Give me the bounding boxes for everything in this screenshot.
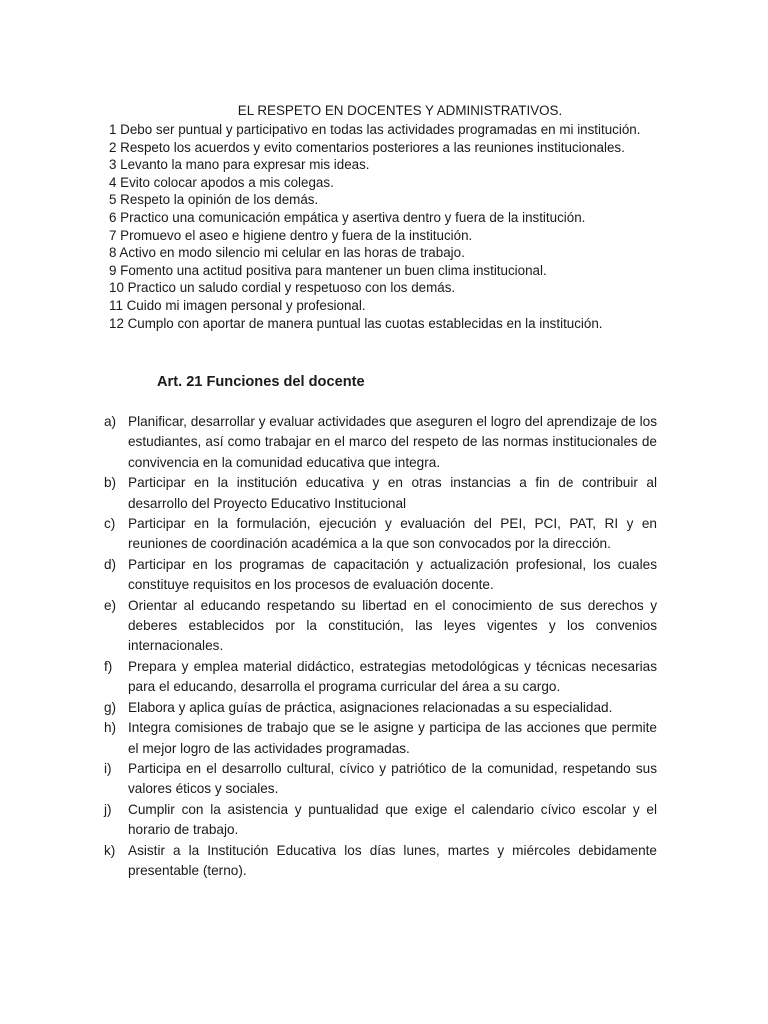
list-marker: a): [104, 414, 117, 429]
list-marker: c): [104, 516, 116, 532]
respeto-item: 2 Respeto los acuerdos y evito comentarios posteriores a las reuniones institucionales.: [109, 139, 625, 155]
funcion-text: Planificar, desarrollar y evaluar actividades que aseguren el logro del aprendizaje de los estudiantes, así como trabajar en el marco del respeto de las normas institucionales de convivencia en la comunidad educativa que integra.: [128, 414, 657, 470]
respeto-item: 3 Levanto la mano para expresar mis ideas.: [109, 157, 370, 173]
funcion-text: Integra comisiones de trabajo que se le asigne y participa de las acciones que permite el mejor logro de las actividades programadas.: [128, 720, 657, 756]
funcion-text: Participa en el desarrollo cultural, cívico y patriótico de la comunidad, respetando sus valores éticos y sociales.: [128, 760, 657, 797]
article-heading: Art. 21 Funciones del docente: [157, 374, 365, 390]
list-marker: e): [104, 597, 117, 613]
respeto-item: 9 Fomento una actitud positiva para mantener un buen clima institucional.: [109, 262, 547, 278]
list-marker: g): [104, 699, 117, 715]
funcion-text: Elabora y aplica guías de práctica, asignaciones relacionadas a su especialidad.: [128, 699, 613, 715]
list-marker: h): [104, 720, 117, 736]
funcion-item: [104, 412, 657, 473]
respeto-item: 5 Respeto la opinión de los demás.: [109, 192, 319, 208]
funcion-item: [104, 718, 657, 759]
funcion-item: [104, 841, 657, 882]
respeto-item: 10 Practico un saludo cordial y respetuoso con los demás.: [109, 280, 456, 296]
respeto-item: 6 Practico una comunicación empática y asertiva dentro y fuera de la institución.: [109, 209, 586, 225]
list-marker: f): [104, 658, 113, 674]
funcion-item: [104, 800, 657, 841]
funcion-item: [104, 514, 657, 555]
list-marker: b): [104, 475, 117, 491]
respeto-item: 12 Cumplo con aportar de manera puntual las cuotas establecidas en la institución.: [109, 315, 603, 331]
funcion-text: Participar en la institución educativa y en otras instancias a fin de contribuir al desarrollo del Proyecto Educativo Institucional: [128, 475, 657, 511]
respeto-list: [109, 121, 669, 332]
list-marker: k): [104, 842, 116, 858]
respeto-item: 4 Evito colocar apodos a mis colegas.: [109, 174, 334, 190]
funcion-item: [104, 657, 657, 698]
list-marker: j): [104, 801, 112, 817]
funcion-item: [104, 473, 657, 514]
funcion-text: Participar en la formulación, ejecución y evaluación del PEI, PCI, PAT, RI y en reuniones de coordinación académica a la que son convocados por la dirección.: [128, 516, 657, 552]
funcion-item: [104, 759, 657, 800]
funcion-item: [104, 555, 657, 596]
funciones-list: [104, 412, 657, 881]
respeto-title: EL RESPETO EN DOCENTES Y ADMINISTRATIVOS.: [237, 103, 563, 118]
funcion-text: Prepara y emplea material didáctico, estrategias metodológicas y técnicas necesarias para el educando, desarrolla el programa curricular del área a su cargo.: [128, 658, 657, 695]
funcion-item: [104, 596, 657, 657]
respeto-item: 1 Debo ser puntual y participativo en todas las actividades programadas en mi institución.: [109, 122, 641, 137]
funcion-text: Cumplir con la asistencia y puntualidad que exige el calendario cívico escolar y el horario de trabajo.: [128, 801, 657, 838]
respeto-item: 7 Promuevo el aseo e higiene dentro y fuera de la institución.: [109, 227, 473, 243]
funcion-text: Participar en los programas de capacitación y actualización profesional, los cuales constituye requisitos en los procesos de evaluación docente.: [128, 556, 657, 593]
funcion-item: [104, 698, 657, 718]
funcion-text: Orientar al educando respetando su libertad en el conocimiento de sus derechos y deberes establecidos por la constitución, las leyes vigentes y los convenios internacionales.: [128, 597, 657, 654]
list-marker: i): [104, 760, 112, 776]
respeto-item: 11 Cuido mi imagen personal y profesional.: [109, 297, 366, 313]
list-marker: d): [104, 556, 117, 572]
respeto-item: 8 Activo en modo silencio mi celular en las horas de trabajo.: [109, 245, 465, 261]
funcion-text: Asistir a la Institución Educativa los días lunes, martes y miércoles debidamente presentable (terno).: [128, 842, 657, 878]
